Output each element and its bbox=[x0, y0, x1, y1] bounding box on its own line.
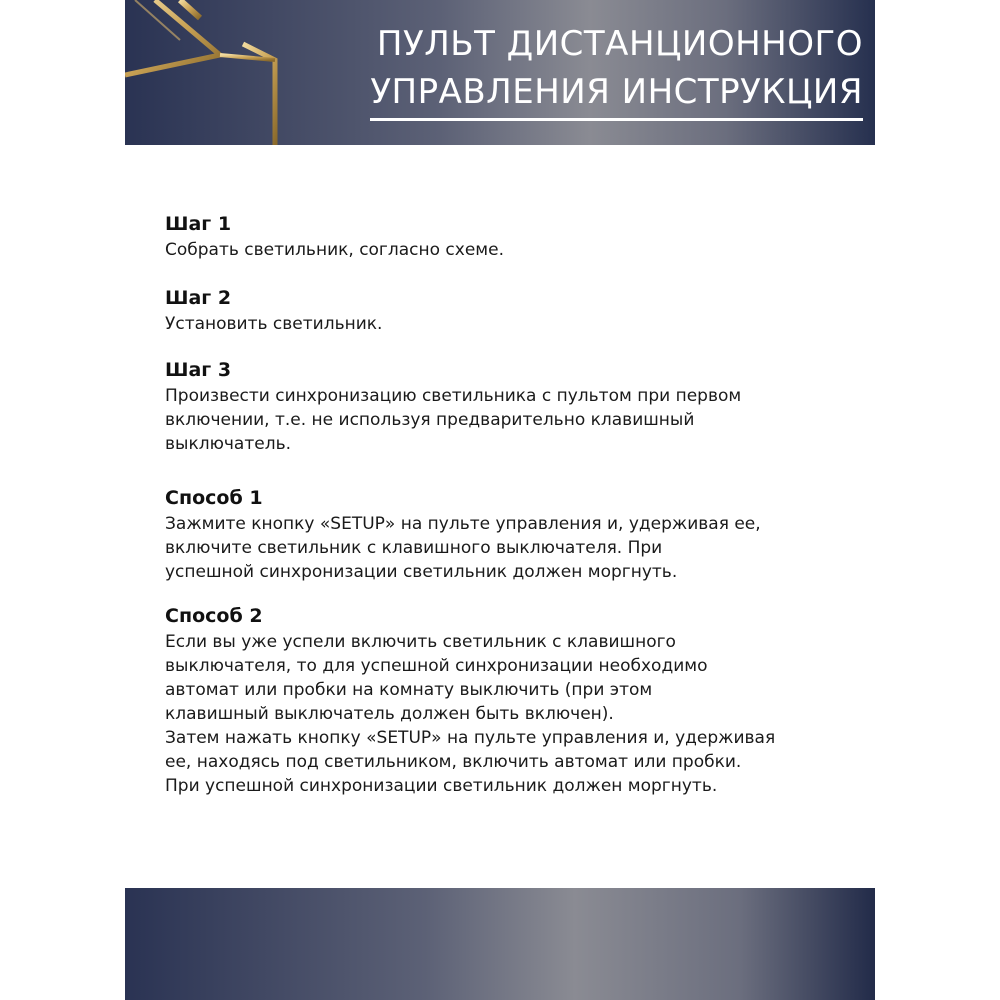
footer-band bbox=[125, 888, 875, 1000]
step-2-heading: Шаг 2 bbox=[165, 287, 232, 309]
method-2-line-5: Затем нажать кнопку «SETUP» на пульте управления и, удерживая bbox=[165, 728, 776, 748]
method-1-heading: Способ 1 bbox=[165, 487, 263, 509]
step-2-text bbox=[165, 312, 855, 336]
instructions-body bbox=[165, 210, 855, 798]
title-line-2: УПРАВЛЕНИЯ ИНСТРУКЦИЯ bbox=[370, 68, 863, 121]
step-1-heading: Шаг 1 bbox=[165, 213, 232, 235]
method-1-line-2: включите светильник с клавишного выключателя. При bbox=[165, 538, 663, 558]
method-2-text bbox=[165, 630, 855, 798]
step-3-line-1: Произвести синхронизацию светильника с пультом при первом bbox=[165, 386, 742, 406]
method-2-line-4: клавишный выключатель должен быть включен). bbox=[165, 704, 614, 724]
method-1-text bbox=[165, 512, 855, 584]
method-2-line-3: автомат или пробки на комнату выключить (при этом bbox=[165, 680, 653, 700]
method-2-line-1: Если вы уже успели включить светильник с клавишного bbox=[165, 632, 676, 652]
method-2-line-6: ее, находясь под светильником, включить автомат или пробки. bbox=[165, 752, 742, 772]
step-3-line-2: включении, т.е. не используя предварительно клавишный bbox=[165, 410, 695, 430]
method-2-line-7: При успешной синхронизации светильник должен моргнуть. bbox=[165, 776, 718, 796]
method-2-line-2: выключателя, то для успешной синхронизации необходимо bbox=[165, 656, 708, 676]
step-3-text bbox=[165, 384, 855, 456]
step-3 bbox=[165, 356, 855, 456]
step-1-line-1: Собрать светильник, согласно схеме. bbox=[165, 240, 504, 260]
title-line-1: ПУЛЬТ ДИСТАНЦИОННОГО bbox=[376, 24, 863, 64]
instruction-card bbox=[125, 0, 875, 1000]
page-title bbox=[263, 20, 863, 121]
step-1 bbox=[165, 210, 855, 262]
step-2 bbox=[165, 284, 855, 336]
header-band bbox=[125, 0, 875, 145]
method-1 bbox=[165, 484, 855, 584]
step-3-heading: Шаг 3 bbox=[165, 359, 232, 381]
step-1-text bbox=[165, 238, 855, 262]
step-2-line-1: Установить светильник. bbox=[165, 314, 383, 334]
method-2-heading: Способ 2 bbox=[165, 605, 263, 627]
step-3-line-3: выключатель. bbox=[165, 434, 291, 454]
method-2 bbox=[165, 602, 855, 798]
method-1-line-3: успешной синхронизации светильник должен моргнуть. bbox=[165, 562, 678, 582]
method-1-line-1: Зажмите кнопку «SETUP» на пульте управления и, удерживая ее, bbox=[165, 514, 761, 534]
